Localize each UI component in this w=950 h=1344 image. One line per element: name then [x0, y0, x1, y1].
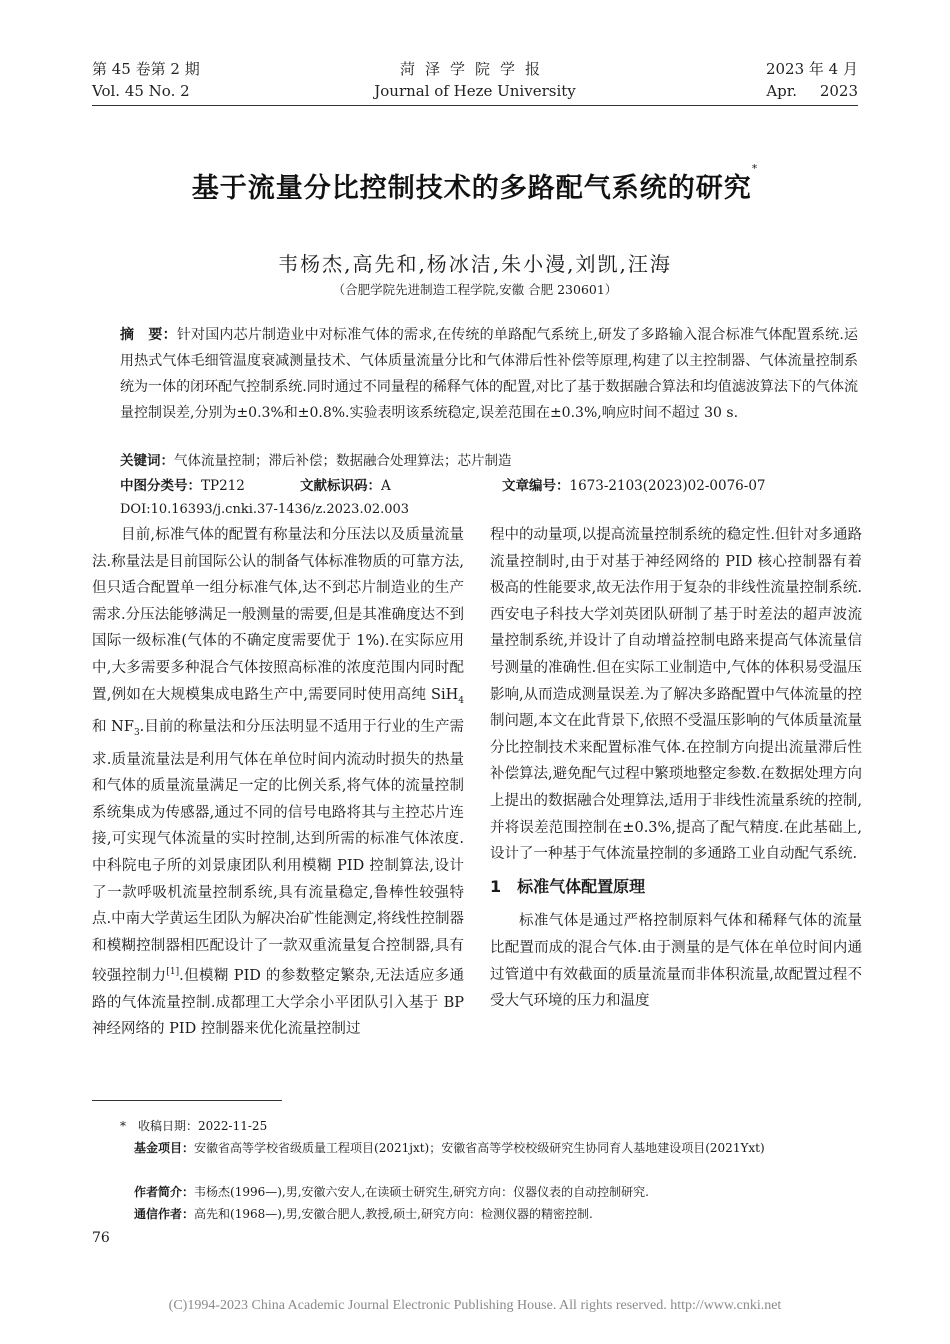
- header-divider: [92, 105, 858, 106]
- issue-date-en: Apr. 2023: [766, 82, 858, 100]
- doi: DOI:10.16393/j.cnki.37-1436/z.2023.02.003: [120, 502, 410, 517]
- author-bio-value: 韦杨杰(1996—),男,安徽六安人,在读硕士研究生,研究方向：仪器仪表的自动控制研究.: [194, 1185, 649, 1199]
- copyright-notice: (C)1994-2023 China Academic Journal Electronic Publishing House. All rights reserved. http://www.cnki.net: [168, 1298, 782, 1313]
- subscript: 3: [133, 727, 140, 738]
- received-label: * 收稿日期：: [120, 1119, 199, 1133]
- journal-name-en: Journal of Heze University: [374, 82, 576, 100]
- subscript: 4: [458, 695, 464, 706]
- footnote-author-bio: [120, 1182, 846, 1202]
- abstract-text: 针对国内芯片制造业中对标准气体的需求,在传统的单路配气系统上,研发了多路输入混合标准气体配置系统.运用热式气体毛细管温度衰减测量技术、气体质量流量分比和气体滞后性补偿等原理,构建了以主控制器、气体流量控制系统为一体的闭环配气控制系统.同时通过不同量程的稀释气体的配置,对比了基于数据融合算法和均值滤波算法下的气体流量控制误差,分别为±0.3%和±0.8%.实验表明该系统稳定,误差范围在±0.3%,响应时间不超过 30 s.: [120, 327, 858, 421]
- body-paragraph: 标准气体是通过严格控制原料气体和稀释气体的流量比配置而成的混合气体.由于测量的是气体在单位时间内通过管道中有效截面的质量流量而非体积流量,故配置过程不受大气环境的压力和温度: [490, 913, 862, 1010]
- keywords-label: 关键词：: [120, 453, 174, 469]
- body-column-right: [490, 522, 862, 1015]
- abstract: [120, 322, 858, 426]
- footnote-divider: [92, 1100, 282, 1101]
- article-number-value: 1673-2103(2023)02-0076-07: [569, 478, 766, 494]
- clc-value: TP212: [201, 478, 245, 494]
- journal-name-cn: 菏泽学院学报: [399, 60, 550, 78]
- footnote-received: [120, 1116, 860, 1136]
- doc-code-value: A: [381, 478, 391, 494]
- clc-number: [120, 475, 245, 497]
- section-heading: 1 标准气体配置原理: [490, 876, 646, 896]
- keywords: [120, 450, 858, 472]
- body-column-left: [92, 522, 464, 1043]
- author-list: 韦杨杰,高先和,杨冰洁,朱小漫,刘凯,汪海: [278, 252, 672, 276]
- body-text: 目前,标准气体的配置有称量法和分压法以及质量流量法.称量法是目前国际公认的制备气体标准物质的可靠方法,但只适合配置单一组分标准气体,达不到芯片制造业的生产需求.分压法能够满足一般测量的需要,但是其准确度达不到国际一级标准(气体的不确定度需要优于 1%).在实际应用中,大多需要多种混合气体按照高标准的浓度范围内同时配置,例如在大规模集成电路生产中,需要同时使用高纯 SiH: [92, 527, 464, 703]
- title-text: 基于流量分比控制技术的多路配气系统的研究: [191, 173, 752, 204]
- clc-label: 中图分类号：: [120, 478, 201, 494]
- page-number: 76: [92, 1230, 110, 1246]
- body-paragraph: [92, 522, 464, 1043]
- affiliation: （合肥学院先进制造工程学院,安徽 合肥 230601）: [332, 282, 618, 297]
- running-header-date: [766, 58, 858, 102]
- citation-ref[interactable]: [1]: [166, 967, 180, 978]
- keywords-text: 气体流量控制；滞后补偿；数据融合处理算法；芯片制造: [174, 453, 512, 469]
- footnote-corresponding: [120, 1204, 846, 1224]
- article-title: [0, 162, 950, 205]
- received-value: 2022-11-25: [198, 1119, 268, 1133]
- issue-date-cn: 2023 年 4 月: [765, 60, 858, 78]
- body-text: .但模糊 PID 的参数整定繁杂,无法适应多通路的气体流量控制.成都理工大学余小平团队引入基于 BP 神经网络的 PID 控制器来优化流量控制过: [92, 968, 465, 1038]
- volume-issue-en: Vol. 45 No. 2: [92, 82, 190, 100]
- corresponding-label: 通信作者：: [134, 1207, 195, 1221]
- body-text: 和 NF: [92, 719, 134, 736]
- volume-issue-cn: 第 45 卷第 2 期: [92, 60, 200, 78]
- article-number: [502, 475, 766, 497]
- author-bio-label: 作者简介：: [134, 1185, 195, 1199]
- corresponding-value: 高先和(1968—),男,安徽合肥人,教授,硕士,研究方向：检测仪器的精密控制.: [194, 1207, 593, 1221]
- article-number-label: 文章编号：: [502, 478, 570, 494]
- body-text: .目前的称量法和分压法明显不适用于行业的生产需求.质量流量法是利用气体在单位时间内流动时损失的热量和气体的质量流量满足一定的比例关系,将气体的流量控制系统集成为传感器,通过不同的信号电路将其与主控芯片连接,可实现气体流量的实时控制,达到所需的标准气体浓度.中科院电子所的刘景康团队利用模糊 PID 控制算法,设计了一款呼吸机流量控制系统,具有流量稳定,鲁棒性较强特点.中南大学黄运生团队为解决冶矿性能测定,将线性控制器和模糊控制器相匹配设计了一款双重流量复合控制器,具有较强控制力: [92, 719, 465, 985]
- fund-value: 安徽省高等学校省级质量工程项目(2021jxt)；安徽省高等学校校级研究生协同育人基地建设项目(2021Yxt): [194, 1141, 765, 1155]
- doc-code-label: 文献标识码：: [300, 478, 381, 494]
- body-paragraph: 程中的动量项,以提高流量控制系统的稳定性.但针对多通路流量控制时,由于对基于神经网络的 PID 核心控制器有着极高的性能要求,故无法作用于复杂的非线性流量控制系统.西安电子科技大学刘英团队研制了基于时差法的超声波流量控制系统,并设计了自动增益控制电路来提高气体流量信号测量的准确性.但在实际工业制造中,气体的体积易受温压影响,从而造成测量误差.为了解决多路配置中气体流量的控制问题,本文在此背景下,依照不受温压影响的气体质量流量分比控制技术来配置标准气体.在控制方向提出流量滞后性补偿算法,避免配气过程中繁琐地整定参数.在数据处理方向上提出的数据融合处理算法,适用于非线性流量系统的控制,并将误差范围控制在±0.3%,提高了配气精度.在此基础上,设计了一种基于气体流量控制的多通路工业自动配气系统.: [490, 527, 862, 863]
- document-code: [300, 475, 391, 497]
- title-footnote-mark: *: [751, 162, 759, 175]
- abstract-label: 摘 要：: [120, 327, 177, 343]
- footnote-fund: [120, 1138, 846, 1158]
- fund-label: 基金项目：: [134, 1141, 195, 1155]
